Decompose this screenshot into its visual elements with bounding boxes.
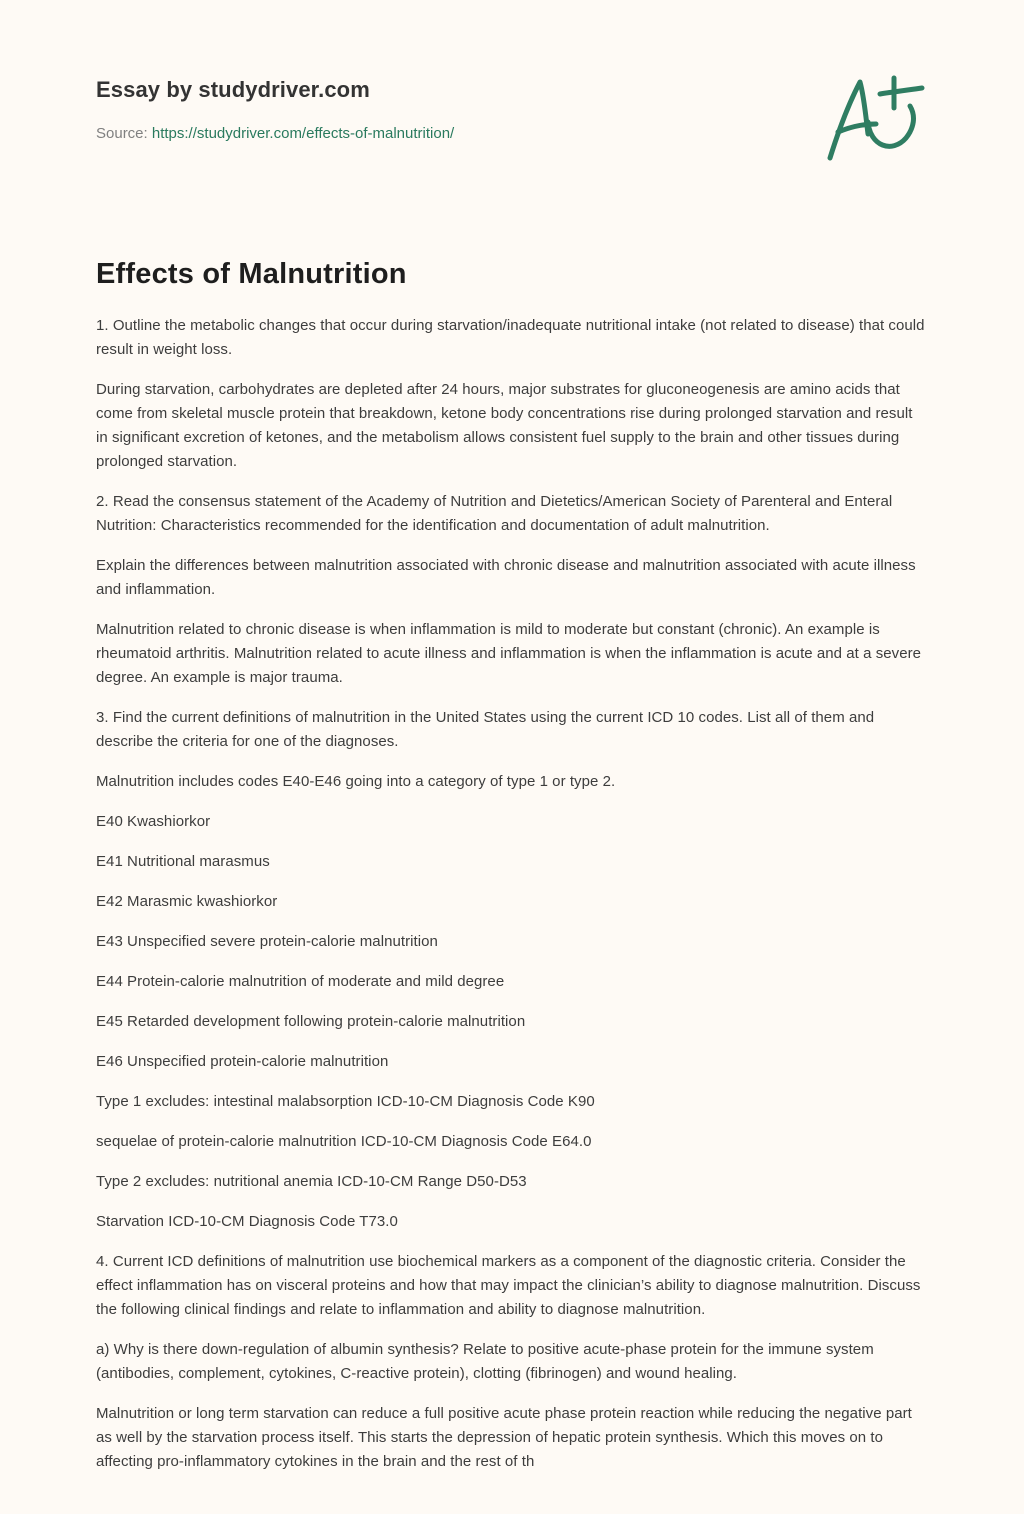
answer-4a: Malnutrition or long term starvation can reduce a full positive acute phase protein reaction while reducing the negative part as well by the starvation process itself. This starts the depression of hepatic protein synthesis. Which this moves on to affecting pro-inflammatory cytokines in the brain and the rest of th <box>96 1405 912 1470</box>
question-4a: a) Why is there down-regulation of albumin synthesis? Relate to positive acute-phase protein for the immune system (antibodies, complement, cytokines, C-reactive protein), clotting (fibrinogen) and wound healing. <box>96 1341 874 1382</box>
source-label: Source: <box>96 125 152 142</box>
source-link[interactable]: https://studydriver.com/effects-of-malnutrition/ <box>151 125 455 142</box>
icd-code-e44: E44 Protein-calorie malnutrition of moderate and mild degree <box>96 973 505 990</box>
source-line <box>96 124 796 144</box>
question-2: 2. Read the consensus statement of the Academy of Nutrition and Dietetics/American Society of Parenteral and Enteral Nutrition: Characteristics recommended for the identification and documentation of adult malnutrition. <box>96 493 893 534</box>
icd-code-e42: E42 Marasmic kwashiorkor <box>96 893 278 910</box>
icd-code-e41: E41 Nutritional marasmus <box>96 853 270 870</box>
icd-code-e46: E46 Unspecified protein-calorie malnutrition <box>96 1053 389 1070</box>
document-body <box>96 314 928 1490</box>
site-title: Essay by studydriver.com <box>96 77 370 102</box>
page-header <box>96 74 796 144</box>
question-4: 4. Current ICD definitions of malnutrition use biochemical markers as a component of the diagnostic criteria. Consider the effect inflammation has on visceral proteins and how that may impact the clinician’s ability to diagnose malnutrition. Discuss the following clinical findings and relate to inflammation and ability to diagnose malnutrition. <box>96 1253 921 1318</box>
icd-code-e40: E40 Kwashiorkor <box>96 813 211 830</box>
document-title: Effects of Malnutrition <box>96 258 407 290</box>
type-1-excludes-sequelae: sequelae of protein-calorie malnutrition ICD-10-CM Diagnosis Code E64.0 <box>96 1133 592 1150</box>
answer-1: During starvation, carbohydrates are depleted after 24 hours, major substrates for gluconeogenesis are amino acids that come from skeletal muscle protein that breakdown, ketone body concentrations rise during prolonged starvation and result in significant excretion of ketones, and the metabolism allows consistent fuel supply to the brain and other tissues during prolonged starvation. <box>96 381 913 470</box>
starvation-code: Starvation ICD-10-CM Diagnosis Code T73.0 <box>96 1213 398 1230</box>
a-plus-logo-icon <box>822 66 932 166</box>
type-1-excludes: Type 1 excludes: intestinal malabsorption ICD-10-CM Diagnosis Code K90 <box>96 1093 595 1110</box>
answer-2: Malnutrition related to chronic disease is when inflammation is mild to moderate but constant (chronic). An example is rheumatoid arthritis. Malnutrition related to acute illness and inflammation is when the inflammation is acute and at a severe degree. An example is major trauma. <box>96 621 922 686</box>
icd-code-e45: E45 Retarded development following protein-calorie malnutrition <box>96 1013 526 1030</box>
answer-3-intro: Malnutrition includes codes E40-E46 going into a category of type 1 or type 2. <box>96 773 616 790</box>
question-2-prompt: Explain the differences between malnutrition associated with chronic disease and malnutrition associated with acute illness and inflammation. <box>96 557 916 598</box>
icd-code-e43: E43 Unspecified severe protein-calorie malnutrition <box>96 933 438 950</box>
question-1: 1. Outline the metabolic changes that occur during starvation/inadequate nutritional intake (not related to disease) that could result in weight loss. <box>96 317 925 358</box>
type-2-excludes: Type 2 excludes: nutritional anemia ICD-10-CM Range D50-D53 <box>96 1173 527 1190</box>
question-3: 3. Find the current definitions of malnutrition in the United States using the current ICD 10 codes. List all of them and describe the criteria for one of the diagnoses. <box>96 709 875 750</box>
